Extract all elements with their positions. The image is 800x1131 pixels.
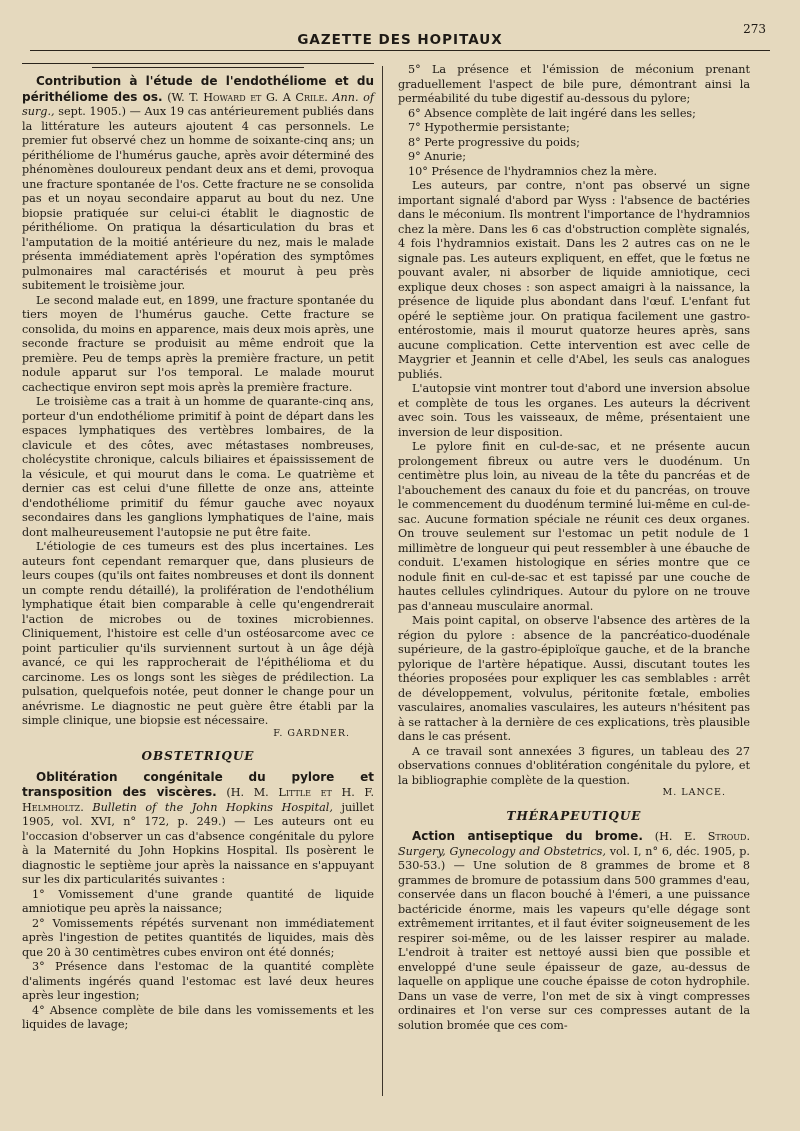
- article-osteo-intro: [22, 74, 374, 294]
- paragraph: Le pylore finit en cul-de-sac, et ne présente aucun prolongement fibreux ou autre vers le duodénum. Un centimètre plus loin, au niveau de la tête du pancréas et de l'abouchement des canaux du foie et du pancréas, on trouve le commencement du duodénum terminé lui-même en cul-de-sac. Aucune formation spéciale ne réunit ces deux organes. On trouve seulement sur l'estomac un petit nodule de 1 millimètre de longueur qui peut ressembler à une ébauche de conduit. L'examen histologique en séries montre que ce nodule finit en cul-de-sac et est tapissé par une couche de hautes cellules cylindriques. Autour du pylore on ne trouve pas d'anneau musculaire anormal.: [398, 440, 750, 613]
- article-top-rule: [22, 63, 374, 64]
- article-pylore-body: juillet 1905, vol. XVI, n° 172, p. 249.) — Les auteurs ont eu l'occasion d'observer un cas d'absence congénitale du pylore à la Maternité du John Hopkins Hospital. Ils posèrent le diagnostic le septième jour après la naissance en s'appuyant sur les dix particularités suivantes :: [22, 800, 375, 886]
- paragraph: Le troisième cas a trait à un homme de quarante-cinq ans, porteur d'un endothéliome primitif à point de départ dans les espaces lymphatiques des vertèbres lombaires, de la clavicule et des côtes, avec métastases nombreuses, cholécystite chronique, calculs biliaires et épaississement de la vésicule, et qui mourut dans le coma. Le quatrième et dernier cas est celui d'une fillette de onze ans, atteinte d'endothéliome primitif du fémur gauche avec noyaux secondaires dans les ganglions lymphatiques de l'aine, mais dont malheureusement l'autopsie ne put être faite.: [22, 395, 374, 539]
- right-column: [398, 63, 750, 1033]
- article-pylore-title: Oblitération congénitale du pylore et transposition des viscères.: [22, 769, 374, 799]
- header-rule: [30, 50, 770, 51]
- list-item: 6° Absence complète de lait ingéré dans les selles;: [408, 106, 696, 120]
- paragraph: L'étiologie de ces tumeurs est des plus incertaines. Les auteurs font cependant remarquer que, dans plusieurs de leurs coupes (qu'ils ont faites nombreuses et dont ils donnent un compte rendu détaillé), la prolifération de l'endothélium lymphatique était bien comparable à celle qu'engendrerait l'action de microbes ou de toxines microbiennes. Cliniquement, l'histoire est celle d'un ostéosarcome avec ce point particulier qu'ils surviennent surtout à un âge déjà avancé, ce qui les rapprocherait de l'épithélioma et du carcinome. Les os longs sont les sièges de prédilection. La pulsation, quelquefois notée, peut donner le change pour un anévrisme. Le diagnostic ne peut guère être établi par la simple clinique, une biopsie est nécessaire.: [22, 540, 374, 727]
- paragraph: Mais point capital, on observe l'absence des artères de la région du pylore : absence de la pancréatico-duodénale supérieure, de la gastro-épiploïque gauche, et de la branche pylorique de l'artère hépatique. Aussi, discutant toutes les théories proposées pour expliquer les cas semblables : arrêt de développement, volvulus, péritonite fœtale, embolies vasculaires, anomalies vasculaires, les auteurs n'hésitent pas à se rattacher à la dernière de ces explications, très plausible dans le cas présent.: [398, 614, 750, 743]
- column-divider: [382, 66, 383, 1096]
- list-item: 8° Perte progressive du poids;: [408, 135, 580, 149]
- article-pylore-journal: Bulletin of the John Hopkins Hospital,: [92, 800, 333, 814]
- author-signature: M. LANCE.: [662, 787, 726, 798]
- paragraph: L'autopsie vint montrer tout d'abord une inversion absolue et complète de tous les organes. Les auteurs la décrivent avec soin. Tous les vaisseaux, de même, présentaient une inversion de leur disposition.: [398, 382, 750, 439]
- citation-open: (H. E.: [654, 830, 708, 843]
- article-brome-title: Action antiseptique du brome.: [412, 829, 643, 843]
- list-item: 4° Absence complète de bile dans les vomissements et les liquides de lavage;: [22, 1003, 374, 1031]
- article-brome-journal: Surgery, Gynecology and Obstetrics,: [398, 844, 606, 858]
- citation-open: (W. T.: [167, 90, 204, 104]
- paragraph: Le second malade eut, en 1899, une fracture spontanée du tiers moyen de l'humérus gauche. Cette fracture se consolida, du moins en apparence, mais deux mois après, une seconde fracture se produisit au même endroit que la première. Peu de temps après la première fracture, un petit nodule apparut sur l'os temporal. Le malade mourut cachectique environ sept mois après la première fracture.: [22, 293, 374, 394]
- section-heading-obstetrique: OBSTETRIQUE: [141, 749, 255, 763]
- list-item: 3° Présence dans l'estomac de la quantité complète d'aliments ingérés quand l'estomac est lavé deux heures après leur ingestion;: [22, 960, 374, 1002]
- article-top-rule-short: [92, 67, 303, 68]
- article-osteo-authors: Howard et G. A Crile.: [203, 90, 328, 104]
- article-osteo-journal: Ann. of surg.,: [22, 90, 374, 118]
- article-pylore-authors: Little et H. F. Helmholtz.: [22, 786, 374, 814]
- article-brome-body: vol. I, n° 6, déc. 1905, p. 530-53.) — Une solution de 8 grammes de brome et 8 grammes de bromure de potassium dans 500 grammes d'eau, conservée dans un flacon bouché à l'émeri, a une puissance bactéricide énorme, mais les vapeurs qu'elle dégage sont extrêmement irritantes, et il faut éviter soigneusement de les respirer soi-même, ou de les laisser respirer au malade. L'endroit à traiter est nettoyé aussi bien que possible et enveloppé d'une seule épaisseur de gaze, au-dessus de laquelle on applique une couche épaisse de coton hydrophile. Dans un vase de verre, l'on met de six à vingt compresses ordinaires et l'on verse sur ces compresses autant de la solution bromée que ces com-: [398, 844, 750, 1032]
- list-item: 1° Vomissement d'une grande quantité de liquide amniotique peu après la naissance;: [22, 887, 374, 915]
- article-osteo-title: Contribution à l'étude de l'endothéliome et du périthéliome des os.: [22, 74, 374, 104]
- article-pylore-intro: [22, 770, 374, 888]
- article-brome-authors: Stroud.: [707, 830, 751, 843]
- page-number: 273: [743, 22, 766, 36]
- article-osteo-body: sept. 1905.) — Aux 19 cas antérieurement publiés dans la littérature les auteurs ajoutent 4 cas personnels. Le premier fut observé chez un homme de soixante-cinq ans; un périthéliome de l'humérus gauche, après avoir déterminé des phénomènes douloureux pendant deux ans et demi, provoqua une fracture spontanée de l'os. Cette fracture ne se consolida pas et un noyau secondaire apparut au bout du nez. Une biopsie pratiquée sur celui-ci établit le diagnostic de périthéliome. On pratiqua la désarticulation du bras et l'amputation de la moitié antérieure du nez, mais le malade présenta immédiatement après l'opération des symptômes pulmonaires mal caractérisés et mourut à peu près subitement le troisième jour.: [22, 105, 374, 292]
- left-column: [22, 63, 374, 1033]
- list-item: 10° Présence de l'hydramnios chez la mère.: [408, 164, 658, 178]
- paragraph: Les auteurs, par contre, n'ont pas observé un signe important signalé d'abord par Wyss : l'absence de bactéries dans le méconium. Ils montrent l'importance de l'hydramnios chez la mère. Dans les 6 cas d'obstruction complète signalés, 4 fois l'hydramnios existait. Dans les 2 autres cas on ne le signale pas. Les auteurs expliquent, en effet, que le fœtus ne pouvant avaler, ni absorber de liquide amniotique, ceci explique deux choses : son aspect amaigri à la naissance, la présence de liquide plus abondant dans l'œuf. L'enfant fut opéré le septième jour. On pratiqua facilement une gastro-entérostomie, mais il mourut quatorze heures après, sans aucune complication. Cette intervention est avec celle de Maygrier et Jeannin et celle d'Abel, les seuls cas analogues publiés.: [398, 179, 750, 381]
- list-item: 5° La présence et l'émission de méconium prenant graduellement l'aspect de bile pure, démontrant ainsi la perméabilité du tube digestif au-dessous du pylore;: [398, 63, 750, 105]
- paragraph: A ce travail sont annexées 3 figures, un tableau des 27 observations connues d'oblitération congénitale du pylore, et la bibliographie complète de la question.: [398, 744, 750, 787]
- author-signature: F. GARDNER.: [273, 727, 350, 739]
- article-brome-intro: [398, 829, 750, 1033]
- list-item: 7° Hypothermie persistante;: [408, 121, 570, 134]
- citation-open: (H. M.: [226, 786, 279, 799]
- running-title: GAZETTE DES HOPITAUX: [297, 32, 503, 48]
- list-item: 9° Anurie;: [408, 150, 467, 163]
- section-heading-therapeutique: THÉRAPEUTIQUE: [506, 808, 642, 823]
- page-header: [30, 20, 770, 52]
- list-item: 2° Vomissements répétés survenant non immédiatement après l'ingestion de petites quantités de liquides, mais dès que 20 à 30 centimètres cubes environ ont été donnés;: [22, 916, 374, 959]
